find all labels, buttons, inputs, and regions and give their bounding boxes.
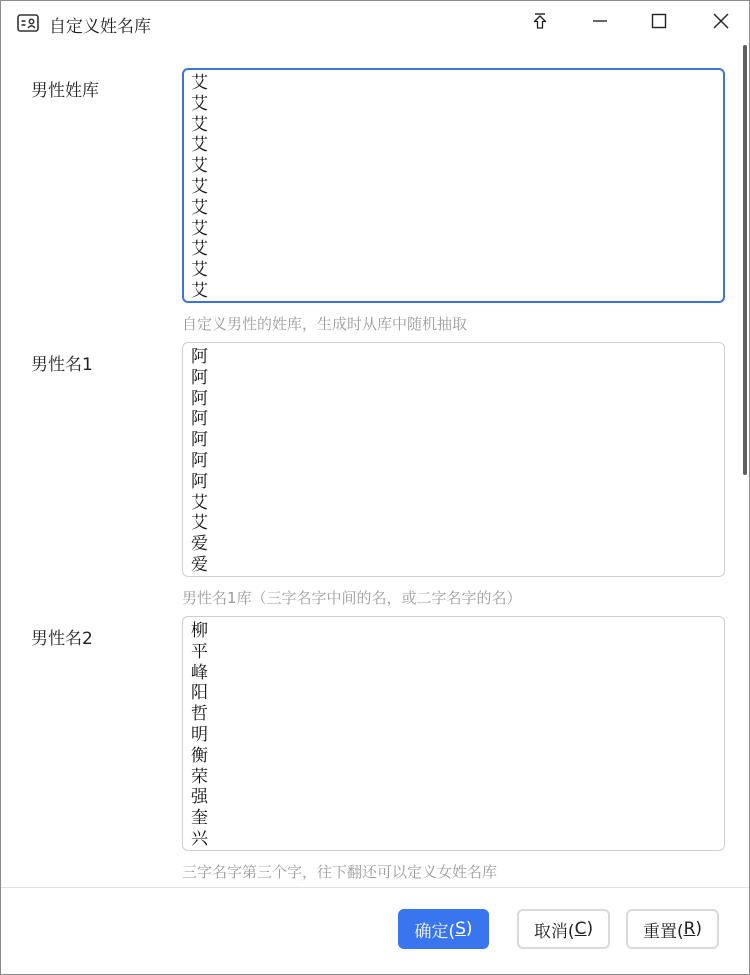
textarea-line: 峰 (191, 662, 208, 683)
textarea-line: 艾 (191, 280, 208, 301)
footer-divider (1, 887, 749, 888)
textarea-line: 艾 (191, 176, 208, 197)
ok-button[interactable] (398, 909, 489, 949)
textarea-line: 平 (191, 641, 208, 662)
textarea-line: 艾 (191, 260, 208, 281)
vertical-scrollbar[interactable] (743, 45, 747, 475)
cancel-button-label: 取消( (533, 921, 575, 942)
textarea-line: 艾 (191, 156, 208, 177)
textarea-line: 阿 (191, 347, 208, 367)
reset-button-paren: ) (695, 919, 703, 939)
male-name1-textarea[interactable] (182, 342, 725, 577)
reset-button-label: 重置( (642, 921, 684, 942)
close-button[interactable] (696, 5, 746, 41)
ok-button-label: 确定( (414, 921, 456, 942)
textarea-line: 衡 (191, 745, 208, 766)
ok-button-paren: ) (465, 919, 473, 939)
male-name1-label: 男性名1 (31, 355, 93, 375)
textarea-line: 阳 (191, 683, 208, 704)
cancel-button[interactable] (517, 909, 610, 949)
male-name1-lines (191, 347, 208, 576)
male-name2-lines (191, 621, 208, 850)
textarea-line: 阿 (191, 388, 208, 409)
male-name2-label: 男性名2 (31, 629, 93, 649)
textarea-line: 强 (191, 787, 208, 808)
textarea-line: 艾 (191, 492, 208, 513)
male-surname-label: 男性姓库 (31, 81, 99, 101)
contact-card-icon (17, 13, 39, 33)
textarea-line: 荣 (191, 766, 208, 787)
ok-button-mnemonic: S (455, 919, 466, 939)
textarea-line: 柳 (191, 621, 208, 641)
male-surname-lines (191, 73, 208, 302)
maximize-button[interactable] (634, 5, 684, 41)
close-icon (712, 12, 730, 34)
textarea-line: 阿 (191, 450, 208, 471)
minimize-button[interactable] (575, 5, 625, 41)
textarea-line: 阿 (191, 471, 208, 492)
window-title: 自定义姓名库 (49, 17, 151, 37)
textarea-line: 奎 (191, 808, 208, 829)
textarea-line: 艾 (191, 239, 208, 260)
textarea-line: 哲 (191, 704, 208, 725)
textarea-line: 爱 (191, 534, 208, 555)
textarea-line: 明 (191, 724, 208, 745)
minimize-icon (591, 12, 609, 34)
pin-button[interactable] (515, 5, 565, 41)
textarea-line: 艾 (191, 93, 208, 114)
reset-button-mnemonic: R (683, 919, 696, 939)
male-name1-hint: 男性名1库（三字名字中间的名，或二字名字的名） (182, 589, 522, 607)
reset-button[interactable] (626, 909, 719, 949)
cancel-button-mnemonic: C (574, 919, 587, 939)
pin-top-icon (531, 12, 549, 34)
textarea-line: 阿 (191, 409, 208, 430)
textarea-line: 艾 (191, 513, 208, 534)
textarea-line: 艾 (191, 218, 208, 239)
male-name2-textarea[interactable] (182, 616, 725, 851)
male-name2-hint: 三字名字第三个字，往下翻还可以定义女姓名库 (182, 863, 498, 881)
textarea-line: 艾 (191, 197, 208, 218)
textarea-line: 阿 (191, 367, 208, 388)
textarea-line: 艾 (191, 135, 208, 156)
textarea-line: 兴 (191, 828, 208, 849)
maximize-icon (650, 12, 668, 34)
cancel-button-paren: ) (586, 919, 594, 939)
male-surname-textarea[interactable] (182, 68, 725, 303)
textarea-line: 爱 (191, 554, 208, 575)
textarea-line: 艾 (191, 114, 208, 135)
textarea-line: 阿 (191, 430, 208, 451)
male-surname-hint: 自定义男性的姓库，生成时从库中随机抽取 (182, 315, 468, 333)
textarea-line: 艾 (191, 73, 208, 93)
title-bar (1, 1, 749, 45)
